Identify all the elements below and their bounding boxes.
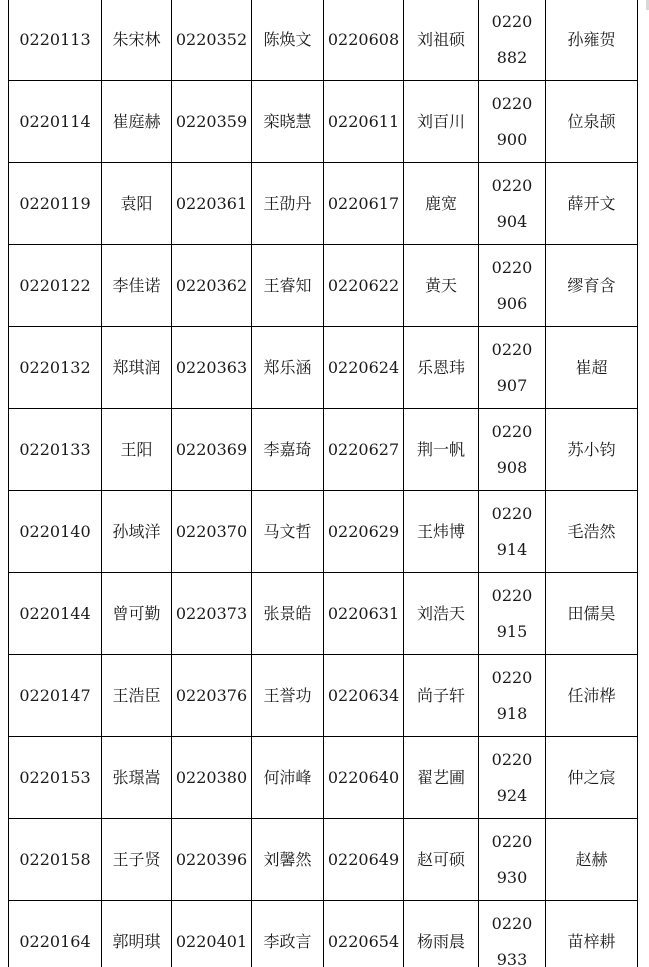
table-row bbox=[9, 81, 638, 163]
student-name-cell: 苗梓耕 bbox=[546, 901, 638, 967]
student-name-cell: 刘浩天 bbox=[404, 573, 479, 655]
student-name-cell: 刘百川 bbox=[404, 81, 479, 163]
student-name-cell: 李政言 bbox=[252, 901, 324, 967]
student-name-cell: 陈焕文 bbox=[252, 0, 324, 81]
student-id-cell: 0220631 bbox=[324, 573, 404, 655]
student-id-cell: 0220144 bbox=[9, 573, 102, 655]
student-id-cell: 0220622 bbox=[324, 245, 404, 327]
student-id-cell bbox=[479, 573, 546, 655]
student-name-cell: 袁阳 bbox=[102, 163, 172, 245]
student-name-cell: 任沛桦 bbox=[546, 655, 638, 737]
student-name-cell: 张景皓 bbox=[252, 573, 324, 655]
table-row bbox=[9, 901, 638, 967]
student-name-cell: 仲之宸 bbox=[546, 737, 638, 819]
student-name-cell: 王睿知 bbox=[252, 245, 324, 327]
student-name-cell: 缪育含 bbox=[546, 245, 638, 327]
wrapped-student-id: 0220906 bbox=[491, 257, 533, 313]
table-row bbox=[9, 655, 638, 737]
student-id-cell bbox=[479, 737, 546, 819]
student-id-cell bbox=[479, 81, 546, 163]
student-id-cell: 0220119 bbox=[9, 163, 102, 245]
student-name-cell: 李佳诺 bbox=[102, 245, 172, 327]
student-id-cell: 0220133 bbox=[9, 409, 102, 491]
student-name-cell: 张璟嵩 bbox=[102, 737, 172, 819]
student-name-cell: 王誉功 bbox=[252, 655, 324, 737]
student-name-cell: 李嘉琦 bbox=[252, 409, 324, 491]
table-row bbox=[9, 327, 638, 409]
table-row bbox=[9, 573, 638, 655]
wrapped-student-id: 0220918 bbox=[491, 667, 533, 723]
student-id-cell bbox=[479, 409, 546, 491]
wrapped-student-id: 0220933 bbox=[491, 913, 533, 967]
wrapped-student-id: 0220882 bbox=[491, 11, 533, 67]
student-name-cell: 杨雨晨 bbox=[404, 901, 479, 967]
student-id-cell: 0220611 bbox=[324, 81, 404, 163]
student-id-cell: 0220376 bbox=[172, 655, 252, 737]
student-id-cell bbox=[479, 327, 546, 409]
student-name-cell: 郑琪润 bbox=[102, 327, 172, 409]
table-row bbox=[9, 737, 638, 819]
student-name-cell: 黄天 bbox=[404, 245, 479, 327]
student-id-cell: 0220608 bbox=[324, 0, 404, 81]
student-name-cell: 翟艺圃 bbox=[404, 737, 479, 819]
student-name-cell: 薛开文 bbox=[546, 163, 638, 245]
table-row bbox=[9, 409, 638, 491]
student-name-cell: 崔庭赫 bbox=[102, 81, 172, 163]
student-name-cell: 郭明琪 bbox=[102, 901, 172, 967]
student-name-cell: 郑乐涵 bbox=[252, 327, 324, 409]
student-id-cell: 0220362 bbox=[172, 245, 252, 327]
student-name-cell: 孙域洋 bbox=[102, 491, 172, 573]
student-id-cell bbox=[479, 655, 546, 737]
table-row bbox=[9, 163, 638, 245]
student-id-cell: 0220113 bbox=[9, 0, 102, 81]
student-id-cell: 0220627 bbox=[324, 409, 404, 491]
wrapped-student-id: 0220924 bbox=[491, 749, 533, 805]
student-id-cell: 0220164 bbox=[9, 901, 102, 967]
student-name-cell: 何沛峰 bbox=[252, 737, 324, 819]
student-name-cell: 赵可硕 bbox=[404, 819, 479, 901]
student-id-cell: 0220122 bbox=[9, 245, 102, 327]
student-name-cell: 朱宋林 bbox=[102, 0, 172, 81]
student-name-cell: 曾可勤 bbox=[102, 573, 172, 655]
student-name-cell: 乐恩玮 bbox=[404, 327, 479, 409]
student-id-cell: 0220363 bbox=[172, 327, 252, 409]
student-name-cell: 鹿宽 bbox=[404, 163, 479, 245]
table-row bbox=[9, 491, 638, 573]
student-name-cell: 王炜博 bbox=[404, 491, 479, 573]
student-name-cell: 崔超 bbox=[546, 327, 638, 409]
wrapped-student-id: 0220908 bbox=[491, 421, 533, 477]
student-id-cell: 0220370 bbox=[172, 491, 252, 573]
student-id-cell: 0220649 bbox=[324, 819, 404, 901]
student-name-cell: 王阳 bbox=[102, 409, 172, 491]
student-name-cell: 马文哲 bbox=[252, 491, 324, 573]
student-id-cell: 0220401 bbox=[172, 901, 252, 967]
student-name-cell: 田儒昊 bbox=[546, 573, 638, 655]
student-name-cell: 刘祖硕 bbox=[404, 0, 479, 81]
wrapped-student-id: 0220904 bbox=[491, 175, 533, 231]
student-id-cell: 0220629 bbox=[324, 491, 404, 573]
student-id-cell: 0220640 bbox=[324, 737, 404, 819]
student-id-cell bbox=[479, 245, 546, 327]
student-name-cell: 王子贤 bbox=[102, 819, 172, 901]
wrapped-student-id: 0220907 bbox=[491, 339, 533, 395]
student-id-cell bbox=[479, 819, 546, 901]
student-name-cell: 栾晓慧 bbox=[252, 81, 324, 163]
student-name-cell: 尚子轩 bbox=[404, 655, 479, 737]
student-id-cell: 0220617 bbox=[324, 163, 404, 245]
student-name-cell: 王浩臣 bbox=[102, 655, 172, 737]
table-row bbox=[9, 0, 638, 81]
student-id-cell: 0220140 bbox=[9, 491, 102, 573]
table-row bbox=[9, 819, 638, 901]
wrapped-student-id: 0220900 bbox=[491, 93, 533, 149]
wrapped-student-id: 0220915 bbox=[491, 585, 533, 641]
student-id-cell: 0220158 bbox=[9, 819, 102, 901]
student-id-cell: 0220654 bbox=[324, 901, 404, 967]
student-id-cell bbox=[479, 163, 546, 245]
student-id-cell: 0220634 bbox=[324, 655, 404, 737]
wrapped-student-id: 0220930 bbox=[491, 831, 533, 887]
table-row bbox=[9, 245, 638, 327]
student-name-cell: 荆一帆 bbox=[404, 409, 479, 491]
student-id-cell: 0220352 bbox=[172, 0, 252, 81]
student-name-cell: 孙雍贺 bbox=[546, 0, 638, 81]
wrapped-student-id: 0220914 bbox=[491, 503, 533, 559]
student-name-cell: 刘馨然 bbox=[252, 819, 324, 901]
student-name-cell: 毛浩然 bbox=[546, 491, 638, 573]
student-id-cell bbox=[479, 491, 546, 573]
student-id-cell: 0220132 bbox=[9, 327, 102, 409]
student-roster-table bbox=[8, 0, 638, 967]
student-id-cell: 0220396 bbox=[172, 819, 252, 901]
student-id-cell: 0220361 bbox=[172, 163, 252, 245]
roster-table-body bbox=[9, 0, 638, 967]
student-id-cell: 0220380 bbox=[172, 737, 252, 819]
student-name-cell: 赵赫 bbox=[546, 819, 638, 901]
student-id-cell: 0220373 bbox=[172, 573, 252, 655]
student-id-cell: 0220624 bbox=[324, 327, 404, 409]
student-name-cell: 王劭丹 bbox=[252, 163, 324, 245]
student-id-cell: 0220153 bbox=[9, 737, 102, 819]
student-name-cell: 苏小钧 bbox=[546, 409, 638, 491]
student-id-cell: 0220359 bbox=[172, 81, 252, 163]
student-id-cell bbox=[479, 0, 546, 81]
student-id-cell: 0220147 bbox=[9, 655, 102, 737]
student-id-cell: 0220114 bbox=[9, 81, 102, 163]
student-name-cell: 位泉颉 bbox=[546, 81, 638, 163]
student-id-cell: 0220369 bbox=[172, 409, 252, 491]
student-id-cell bbox=[479, 901, 546, 967]
